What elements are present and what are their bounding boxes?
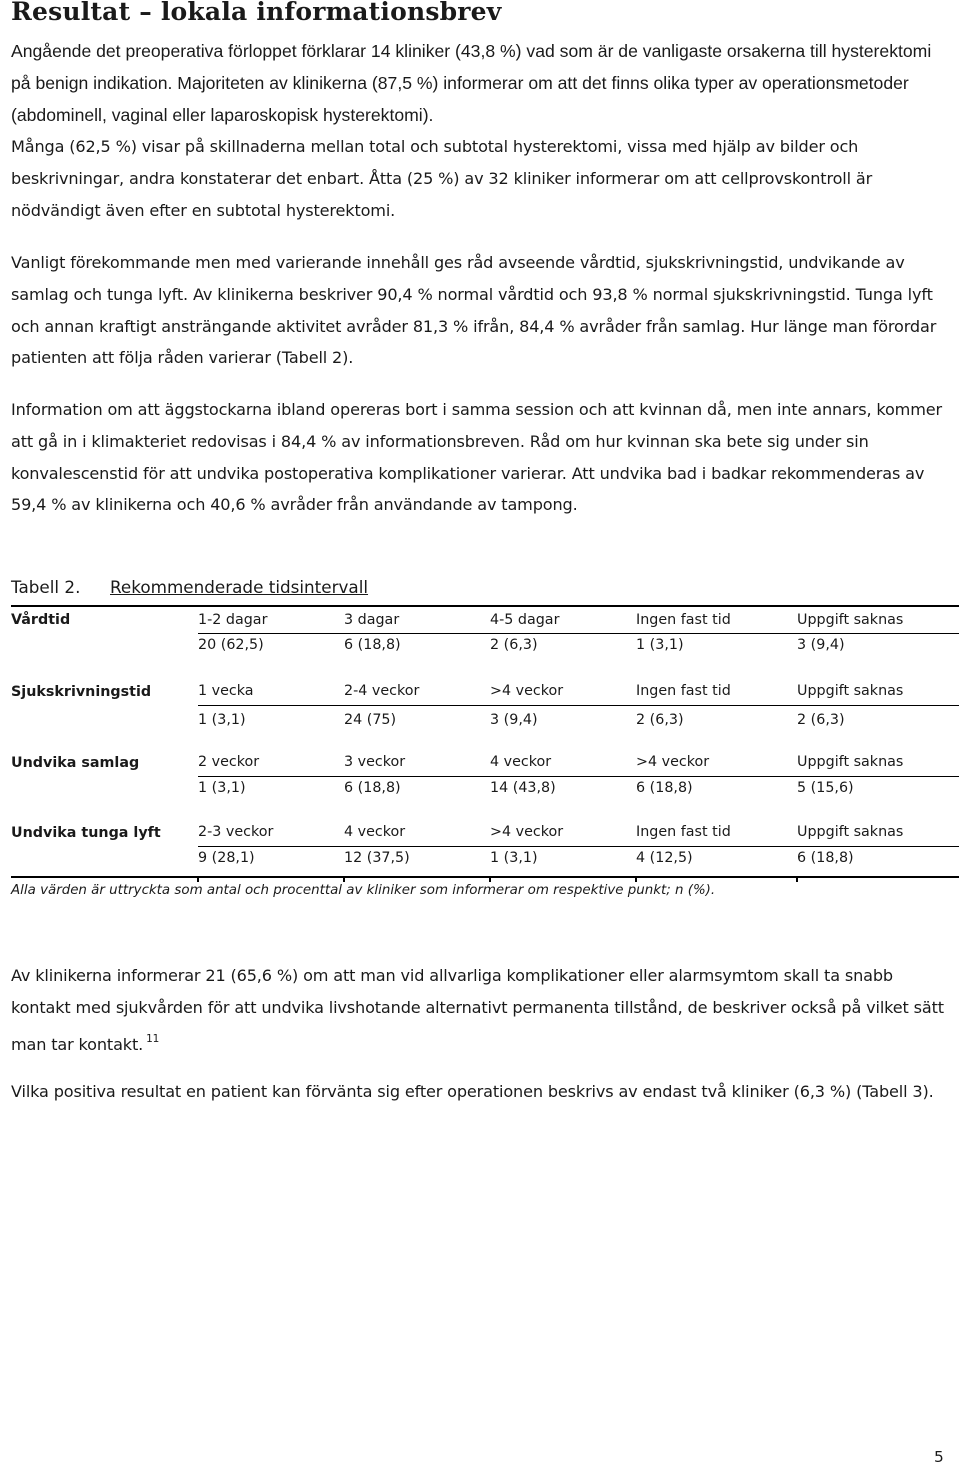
- table-cell: 1 vecka: [198, 678, 344, 705]
- table-cell: 1 (3,1): [490, 849, 538, 866]
- table-cell: 2 veckor: [198, 749, 344, 776]
- table-cell: Ingen fast tid: [636, 819, 797, 846]
- row-header: Undvika tunga lyft: [11, 824, 161, 841]
- table-cell: 6 (18,8): [797, 849, 854, 866]
- table-cell: 2-3 veckor: [198, 819, 344, 846]
- page-number: 5: [934, 1448, 944, 1466]
- table-row: [11, 846, 959, 869]
- table-cell: 3 (9,4): [490, 712, 538, 729]
- table-cell: 5 (15,6): [797, 779, 854, 796]
- table-row: [11, 606, 959, 633]
- section-heading: Resultat – lokala informationsbrev: [11, 0, 502, 26]
- row-header: Undvika samlag: [11, 754, 140, 771]
- table-row: [11, 749, 959, 776]
- table-cell: 1-2 dagar: [198, 606, 344, 633]
- paragraph-complications-text: Av klinikerna informerar 21 (65,6 %) om att man vid allvarliga komplikationer eller alarmsymtom skall ta snabb kontakt med sjukvården för att undvika livshotande alternativt permanenta tillstånd, de beskriver också på vilket sätt man tar kontakt.: [11, 966, 944, 1054]
- table-cell: 20 (62,5): [198, 636, 264, 653]
- table-row: [11, 776, 959, 799]
- table-cell: 2 (6,3): [636, 712, 684, 729]
- table-cell: 9 (28,1): [198, 849, 255, 866]
- table-caption: [11, 575, 368, 599]
- table-cell: 3 veckor: [344, 749, 490, 776]
- table-cell: 3 (9,4): [797, 636, 845, 653]
- table-cell: Ingen fast tid: [636, 678, 797, 705]
- table-cell: 2 (6,3): [490, 636, 538, 653]
- paragraph-complications: [11, 960, 946, 1060]
- table-footnote: Alla värden är uttryckta som antal och procenttal av kliniker som informerar om respektive punkt; n (%).: [11, 883, 716, 898]
- table-cell: >4 veckor: [490, 819, 636, 846]
- table-cell: 4 veckor: [344, 819, 490, 846]
- table-cell: >4 veckor: [636, 749, 797, 776]
- reference-marker: 11: [146, 1032, 160, 1045]
- paragraph-positive-results: Vilka positiva resultat en patient kan förvänta sig efter operationen beskrivs av endast två kliniker (6,3 %) (Tabell 3).: [11, 1082, 934, 1101]
- table-cell: 6 (18,8): [344, 779, 401, 796]
- row-header: Sjukskrivningstid: [11, 683, 152, 700]
- table-cell: 1 (3,1): [198, 712, 246, 729]
- table-row: [11, 705, 959, 735]
- table-cell: Ingen fast tid: [636, 606, 797, 633]
- table-cell: 24 (75): [344, 712, 397, 729]
- table-cell: 6 (18,8): [344, 636, 401, 653]
- table-row: [11, 819, 959, 846]
- table-cell: 4-5 dagar: [490, 606, 636, 633]
- table-cell: Uppgift saknas: [797, 749, 959, 776]
- table-title: Rekommenderade tidsintervall: [110, 577, 369, 597]
- table-cell: 6 (18,8): [636, 779, 693, 796]
- table-cell: 4 veckor: [490, 749, 636, 776]
- paragraph-preoperative: Angående det preoperativa förloppet förklarar 14 kliniker (43,8 %) vad som är de vanligaste orsakerna till hysterektomi på benign indikation. Majoriteten av klinikerna (87,5 %) informerar om att det finns olika typer av operationsmetoder (abdominell, vaginal eller laparoskopisk hysterektomi).: [11, 41, 932, 125]
- table-cell: 2 (6,3): [797, 712, 845, 729]
- table-recommended-intervals: [11, 605, 959, 882]
- paragraph-advice: Vanligt förekommande men med varierande innehåll ges råd avseende vårdtid, sjukskrivningstid, undvikande av samlag och tunga lyft. Av klinikerna beskriver 90,4 % normal vårdtid och 93,8 % normal sjukskrivningstid. Tunga lyft och annan kraftigt ansträngande aktivitet avråder 81,3 % ifrån, 84,4 % avråder från samlag. Hur länge man förordar patienten att följa råden varierar (Tabell 2).: [11, 253, 937, 368]
- paragraph-ovaries: Information om att äggstockarna ibland opereras bort i samma session och att kvinnan då, men inte annars, kommer att gå in i klimakteriet redovisas i 84,4 % av informationsbreven. Råd om hur kvinnan ska bete sig under sin konvalescenstid för att undvika postoperativa komplikationer varierar. Att undvika bad i badkar rekommenderas av 59,4 % av klinikerna och 40,6 % avråder från användande av tampong.: [11, 400, 942, 515]
- table-cell: 12 (37,5): [344, 849, 410, 866]
- table-cell: 4 (12,5): [636, 849, 693, 866]
- row-header: Vårdtid: [11, 606, 198, 633]
- table-cell: Uppgift saknas: [797, 606, 959, 633]
- table-row: [11, 633, 959, 656]
- table-row: [11, 678, 959, 705]
- table-number: Tabell 2.: [11, 577, 81, 597]
- table-cell: 14 (43,8): [490, 779, 556, 796]
- table-cell: Uppgift saknas: [797, 819, 959, 846]
- table-cell: 2-4 veckor: [344, 678, 490, 705]
- table-cell: 1 (3,1): [636, 636, 684, 653]
- table-cell: 1 (3,1): [198, 779, 246, 796]
- table-cell: 3 dagar: [344, 606, 490, 633]
- paragraph-total-subtotal: Många (62,5 %) visar på skillnaderna mellan total och subtotal hysterektomi, vissa med hjälp av bilder och beskrivningar, andra konstaterar det enbart. Åtta (25 %) av 32 kliniker informerar om att cellprovskontroll är nödvändigt även efter en subtotal hysterektomi.: [11, 137, 873, 220]
- table-cell: >4 veckor: [490, 678, 636, 705]
- table-bottom-rule: [11, 877, 959, 882]
- table-cell: Uppgift saknas: [797, 678, 959, 705]
